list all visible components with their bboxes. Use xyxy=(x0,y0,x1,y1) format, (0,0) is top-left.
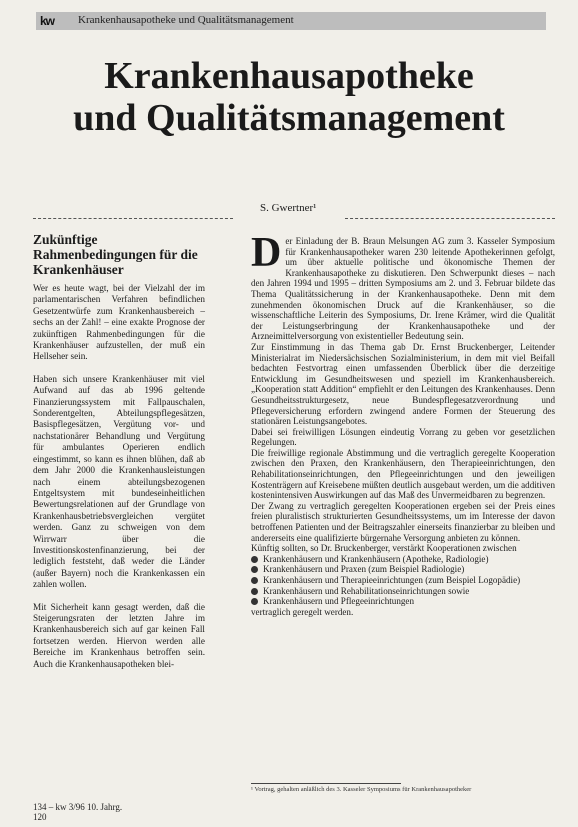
right-paragraph-1: er Einladung der B. Braun Melsungen AG zum 3. Kasseler Symposium für Krankenhausapotheker waren 230 leitende Apothekerinnen gefolgt, um über aktuelle politische und ökonomische Themen der Krankenhausapotheke zu diskutieren. Den Schwerpunkt dieses – nach den Jahren 1994 und 1995 – dritten Symposiums am 2. und 3. Februar bildete das Thema Qualitätssicherung in der Krankenhausapotheke. Denn mit dem zunehmenden ökonomischen Druck auf die Krankenhäuser, so die wissenschaftliche Leiterin des Symposiums, Dr. Irene Krämer, wird die Qualität der Leistungserbringung der Krankenhausapotheke und der Arzneimittelversorgung von existentieller Bedeutung sein. xyxy=(251,236,555,342)
list-item: Krankenhäusern und Krankenhäusern (Apotheke, Radiologie) xyxy=(251,554,555,565)
bullet-icon xyxy=(251,566,258,573)
drop-cap: D xyxy=(251,230,282,276)
cooperation-list xyxy=(251,554,555,607)
right-paragraph-4: Die freiwillige regionale Abstimmung und die vertraglich geregelte Kooperation zwischen den Praxen, den Krankenhäusern, den Therapieeinrichtungen, den Rehabilitationseinrichtungen, den Pflegeeinrichtungen und den jeweiligen Kostenträgern auf Kreisebene müßten deutlich ausgebaut werden, um die additiven kostenintensiven Auswirkungen auf das Maß des Unvermeidbaren zu begrenzen. xyxy=(251,447,555,501)
bullet-icon xyxy=(251,577,258,584)
left-column xyxy=(33,232,205,681)
bullet-icon xyxy=(251,588,258,595)
divider-right xyxy=(345,218,555,220)
article-title xyxy=(0,55,578,139)
journal-logo: kw xyxy=(40,14,55,28)
running-header xyxy=(36,12,546,30)
author-byline: S. Gwertner¹ xyxy=(260,202,317,214)
left-paragraph-2: Haben sich unsere Krankenhäuser mit viel Aufwand auf das ab 1996 geltende Finanzierungssystem mit Fallpauschalen, Sonderentgelten, Abteilungspflegesätzen, Basispflegesätzen, Vergütung vor- und nachstationärer Behandlung und Vergütung für ambulantes Operieren endlich eingestimmt, so kann es ihnen blühen, daß ab dem Jahr 2000 die Krankenhausleistungen nach einem abteilungsbezogenen Entgeltsystem mit bundeseinheitlichen Bewertungsrelationen auf der Grundlage von Krankenhausbetriebsvergleichen vergütet werden. Ganz zu schweigen von dem Wirrwarr über die Investitionskostenfinanzierung, bei der lediglich feststeht, daß weder die Länder (außer Bayern) noch die Krankenkassen ein zahlen wollen. xyxy=(33,373,205,590)
right-paragraph-7: vertraglich geregelt werden. xyxy=(251,606,354,617)
list-item: Krankenhäusern und Therapieeinrichtungen (zum Beispiel Logopädie) xyxy=(251,575,555,586)
section-heading: Zukünftige Rahmenbedingungen für die Krankenhäuser xyxy=(33,232,198,277)
right-paragraph-6: Künftig sollten, so Dr. Bruckenberger, verstärkt Kooperationen zwischen xyxy=(251,543,517,554)
list-item: Krankenhäusern und Praxen (zum Beispiel Radiologie) xyxy=(251,564,555,575)
footnote: ¹ Vortrag, gehalten anläßlich des 3. Kasseler Symposiums für Krankenhausapotheker xyxy=(251,786,472,793)
right-paragraph-2: Zur Einstimmung in das Thema gab Dr. Ernst Bruckenberger, Leitender Ministerialrat im Niedersächsischen Sozialministerium, in dem mit viel Beifall bedachten Festvortrag einen umfassenden Überblick über die derzeitige Entwicklung im Gesundheitswesen und speziell im Krankenhausbereich. „Kooperation statt Addition“ empfiehlt er den Leitungen des Krankenhauses. Denn Gesundheitsstrukturgesetz, neue Bundespflegesatzverordnung und Pflegeversicherung erfordern zwingend andere Formen der Steuerung des stationären Leistungsangebotes. xyxy=(251,341,555,427)
page-footer xyxy=(33,802,122,822)
list-item: Krankenhäusern und Pflegeeinrichtungen xyxy=(251,596,555,607)
footnote-rule xyxy=(251,783,401,784)
title-line-1: Krankenhausapotheke xyxy=(104,55,474,97)
right-paragraph-5: Der Zwang zu vertraglich geregelten Kooperationen ergeben sei der Preis eines freien pluralistisch strukturierten Gesundheitssystems, um im Interesse der davon betroffenen Patienten und der Beitragszahler einerseits finanzierbar zu bleiben und andererseits eine qualifizierte bürgernahe Versorgung anbieten zu können. xyxy=(251,500,555,543)
title-line-2: und Qualitätsmanagement xyxy=(73,97,505,139)
left-paragraph-3: Mit Sicherheit kann gesagt werden, daß die Steigerungsraten der letzten Jahre im Krankenhausbereich sich auf gar keinen Fall fortsetzen werden. Hiervon werden alle Bereiche im Krankenhaus betroffen sein. Auch die Krankenhausapotheken blei- xyxy=(33,601,205,669)
divider-left xyxy=(33,218,233,220)
footer-page-number: 120 xyxy=(33,812,47,822)
running-header-text: Krankenhausapotheke und Qualitätsmanagement xyxy=(78,14,294,26)
list-item: Krankenhäusern und Rehabilitationseinrichtungen sowie xyxy=(251,586,555,597)
bullet-icon xyxy=(251,556,258,563)
right-column xyxy=(251,230,555,617)
footer-issue: 134 – kw 3/96 10. Jahrg. xyxy=(33,802,123,812)
bullet-icon xyxy=(251,598,258,605)
right-paragraph-3: Dabei sei freiwilligen Lösungen eindeutig Vorrang zu geben vor gesetzlichen Regelungen. xyxy=(251,426,555,448)
left-paragraph-1: Wer es heute wagt, bei der Vielzahl der im parlamentarischen Verfahren befindlichen Gesetzentwürfe zum Krankenhausbereich – sechs an der Zahl! – eine exakte Prognose der zukünftigen Rahmenbedingungen für die Krankenhäuser aufzustellen, der muß ein Hellseher sein. xyxy=(33,283,205,362)
